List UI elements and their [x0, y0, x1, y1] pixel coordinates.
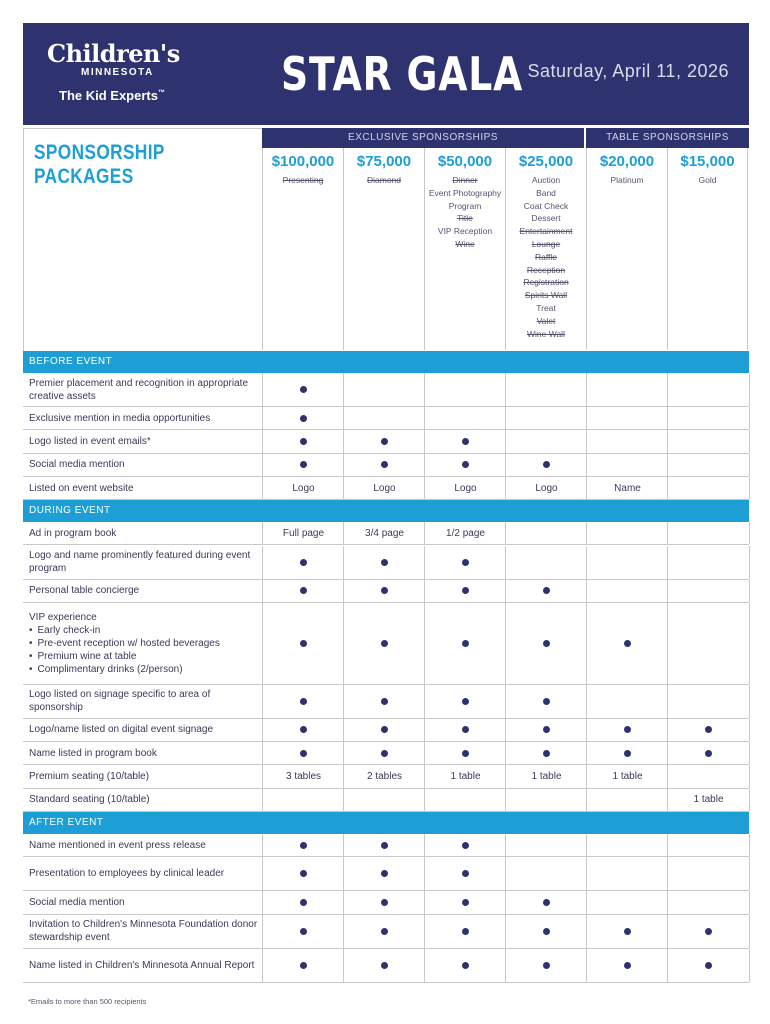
- tier-level-name: Treat: [536, 302, 556, 313]
- benefit-cell: [343, 742, 425, 764]
- benefit-cell: [586, 546, 668, 579]
- benefit-cell: [424, 742, 506, 764]
- benefit-cell: [343, 603, 425, 684]
- included-dot-icon: [705, 726, 712, 733]
- included-dot-icon: [300, 461, 307, 468]
- benefit-cell: [343, 949, 425, 982]
- benefit-cell: [667, 765, 750, 787]
- benefit-label: Premier placement and recognition in appropriate creative assets: [29, 377, 249, 402]
- included-dot-icon: [543, 750, 550, 757]
- benefit-cell: [667, 430, 750, 452]
- benefit-cell: [505, 915, 587, 948]
- tier-level-name: Title: [457, 213, 473, 224]
- included-dot-icon: [624, 640, 631, 647]
- benefit-cell: Logo: [424, 477, 506, 499]
- included-dot-icon: [462, 438, 469, 445]
- benefit-cell: 1 table: [667, 789, 750, 811]
- tier-level-name: Wine Wall: [527, 328, 565, 339]
- benefit-cell: [262, 373, 344, 406]
- tier-level-name: Spirits Wall: [524, 290, 568, 301]
- tier-level-name: Entertainment: [519, 226, 573, 237]
- included-dot-icon: [462, 726, 469, 733]
- table-row: [23, 430, 749, 453]
- benefit-cell: [424, 580, 506, 602]
- benefit-cell: [505, 454, 587, 476]
- included-dot-icon: [543, 899, 550, 906]
- benefit-cell: [667, 685, 750, 718]
- tier-level-name: Program: [448, 200, 482, 211]
- footnote: *Emails to more than 500 recipients: [28, 997, 147, 1006]
- benefit-cell: [262, 789, 344, 811]
- benefit-cell: [505, 789, 587, 811]
- benefit-label: Logo listed in event emails*: [29, 435, 151, 447]
- benefit-label: Social media mention: [29, 896, 125, 908]
- benefit-cell: [505, 603, 587, 684]
- event-date: Saturday, April 11, 2026: [527, 61, 729, 81]
- benefit-cell: 1 table: [424, 765, 506, 787]
- benefit-cell: [586, 915, 668, 948]
- benefit-cell: [343, 891, 425, 913]
- benefit-label: Exclusive mention in media opportunities: [29, 412, 211, 424]
- packages-title: [34, 141, 165, 189]
- benefit-label: [29, 603, 261, 684]
- benefit-cell: [667, 742, 750, 764]
- benefit-cell: Logo: [343, 477, 425, 499]
- brand-name: Children's: [47, 39, 180, 68]
- section-header: DURING EVENT: [23, 500, 749, 522]
- benefit-cell: [667, 373, 750, 406]
- benefit-cell: [667, 891, 750, 913]
- included-dot-icon: [381, 640, 388, 647]
- benefit-label: Premium seating (10/table): [29, 771, 150, 783]
- benefit-cell: [505, 742, 587, 764]
- exclusive-sponsorships-header: EXCLUSIVE SPONSORSHIPS: [262, 128, 584, 148]
- included-dot-icon: [381, 726, 388, 733]
- benefit-cell: [586, 430, 668, 452]
- tier-level-name: Lounge: [531, 238, 561, 249]
- included-dot-icon: [381, 587, 388, 594]
- benefit-label: Invitation to Children's Minnesota Foundation donor stewardship event: [29, 919, 258, 944]
- tier-price: $25,000: [518, 153, 574, 170]
- included-dot-icon: [300, 587, 307, 594]
- benefit-cell: [667, 522, 750, 544]
- table-row: [23, 742, 749, 765]
- included-dot-icon: [543, 726, 550, 733]
- included-dot-icon: [624, 928, 631, 935]
- benefit-cell: [424, 430, 506, 452]
- benefit-cell: [262, 949, 344, 982]
- tier-price: $75,000: [356, 153, 412, 170]
- table-row: [23, 915, 749, 949]
- packages-title-box: [23, 128, 262, 351]
- benefit-label-group: [29, 611, 220, 676]
- included-dot-icon: [705, 750, 712, 757]
- benefit-cell: [343, 546, 425, 579]
- table-row: [23, 477, 749, 500]
- childrens-minnesota-logo: [47, 41, 180, 103]
- included-dot-icon: [462, 870, 469, 877]
- benefit-cell: [586, 891, 668, 913]
- benefit-cell: [262, 685, 344, 718]
- benefit-cell: [667, 719, 750, 741]
- benefit-cell: [586, 603, 668, 684]
- benefit-cell: Name: [586, 477, 668, 499]
- included-dot-icon: [705, 962, 712, 969]
- tier-level-name: Presenting: [282, 175, 324, 185]
- brand-sub: MINNESOTA: [81, 67, 154, 78]
- benefit-cell: [262, 742, 344, 764]
- benefit-cell: [586, 719, 668, 741]
- benefit-cell: [343, 719, 425, 741]
- benefit-cell: [586, 857, 668, 890]
- benefit-cell: [505, 546, 587, 579]
- tier-level-name: Coat Check: [523, 200, 569, 211]
- benefit-label: Name listed in Children's Minnesota Annual Report: [29, 959, 255, 971]
- benefit-label: Personal table concierge: [29, 585, 140, 597]
- benefit-cell: [505, 834, 587, 856]
- benefit-cell: [586, 407, 668, 429]
- benefit-cell: 1/2 page: [424, 522, 506, 544]
- benefit-cell: [667, 949, 750, 982]
- header-banner: [23, 23, 749, 125]
- included-dot-icon: [462, 640, 469, 647]
- benefit-cell: [424, 373, 506, 406]
- benefit-cell: [262, 454, 344, 476]
- benefit-bullets: [29, 624, 220, 676]
- benefit-label: Logo and name prominently featured during event program: [29, 550, 251, 574]
- benefit-label: Standard seating (10/table): [29, 794, 150, 806]
- included-dot-icon: [462, 461, 469, 468]
- tier-level-name: Band: [536, 187, 556, 198]
- benefit-cell: Logo: [505, 477, 587, 499]
- tier-price: $20,000: [599, 153, 655, 170]
- included-dot-icon: [462, 899, 469, 906]
- included-dot-icon: [300, 750, 307, 757]
- included-dot-icon: [462, 559, 469, 566]
- included-dot-icon: [543, 962, 550, 969]
- benefit-cell: [424, 834, 506, 856]
- table-row: [23, 891, 749, 914]
- tier-column-5: [667, 148, 748, 350]
- benefit-cell: [262, 407, 344, 429]
- included-dot-icon: [624, 962, 631, 969]
- table-sponsorships-header: TABLE SPONSORSHIPS: [586, 128, 749, 148]
- benefit-cell: [343, 407, 425, 429]
- table-row: [23, 407, 749, 430]
- event-title: STAR GALA: [281, 47, 524, 101]
- table-row: [23, 765, 749, 788]
- included-dot-icon: [300, 726, 307, 733]
- benefit-cell: [667, 834, 750, 856]
- benefit-cell: [667, 454, 750, 476]
- benefit-cell: [424, 857, 506, 890]
- included-dot-icon: [543, 928, 550, 935]
- benefit-cell: [343, 685, 425, 718]
- benefit-label: Logo listed on signage specific to area of sponsorship: [29, 689, 211, 714]
- benefit-cell: [505, 949, 587, 982]
- included-dot-icon: [300, 640, 307, 647]
- benefit-cell: [262, 603, 344, 684]
- table-row: [23, 949, 749, 983]
- included-dot-icon: [624, 726, 631, 733]
- benefit-label: Name listed in program book: [29, 747, 157, 759]
- benefit-cell: [505, 430, 587, 452]
- included-dot-icon: [300, 870, 307, 877]
- benefit-cell: Full page: [262, 522, 344, 544]
- table-row: [23, 603, 749, 685]
- included-dot-icon: [462, 928, 469, 935]
- benefit-cell: [262, 580, 344, 602]
- tier-column-0: [262, 148, 343, 350]
- benefit-cell: [343, 580, 425, 602]
- tier-level-name: Wine: [455, 238, 475, 249]
- benefit-cell: 1 table: [505, 765, 587, 787]
- benefit-cell: [424, 546, 506, 579]
- tier-column-4: [586, 148, 667, 350]
- benefit-bullet: • Premium wine at table: [29, 650, 220, 663]
- tier-level-name: Gold: [698, 175, 717, 185]
- included-dot-icon: [300, 415, 307, 422]
- benefit-cell: [343, 373, 425, 406]
- included-dot-icon: [381, 962, 388, 969]
- benefit-cell: [667, 580, 750, 602]
- included-dot-icon: [462, 698, 469, 705]
- tier-price: $15,000: [680, 153, 735, 170]
- benefit-cell: [262, 719, 344, 741]
- benefit-cell: [667, 477, 750, 499]
- table-row: [23, 719, 749, 742]
- included-dot-icon: [462, 587, 469, 594]
- benefit-cell: 2 tables: [343, 765, 425, 787]
- packages-title-line1: SPONSORSHIP: [34, 141, 165, 164]
- included-dot-icon: [300, 928, 307, 935]
- benefit-cell: [667, 546, 750, 579]
- benefit-cell: [262, 915, 344, 948]
- benefit-cell: [505, 685, 587, 718]
- tier-level-name: Valet: [536, 315, 556, 326]
- included-dot-icon: [381, 899, 388, 906]
- tier-level-name: Auction: [531, 175, 561, 185]
- benefit-cell: 3 tables: [262, 765, 344, 787]
- benefit-cell: [424, 685, 506, 718]
- included-dot-icon: [624, 750, 631, 757]
- included-dot-icon: [300, 698, 307, 705]
- tier-column-2: [424, 148, 505, 350]
- benefit-cell: [343, 857, 425, 890]
- table-row: [23, 546, 749, 580]
- benefit-cell: [262, 546, 344, 579]
- included-dot-icon: [300, 842, 307, 849]
- benefit-label: Listed on event website: [29, 482, 134, 494]
- table-row: [23, 834, 749, 857]
- tier-level-name: Event Photography: [428, 187, 502, 198]
- included-dot-icon: [381, 438, 388, 445]
- benefit-cell: [586, 454, 668, 476]
- benefit-cell: [667, 857, 750, 890]
- benefit-label: Logo/name listed on digital event signage: [29, 724, 214, 736]
- table-row: [23, 857, 749, 891]
- benefit-cell: [667, 915, 750, 948]
- included-dot-icon: [543, 587, 550, 594]
- included-dot-icon: [543, 698, 550, 705]
- included-dot-icon: [543, 461, 550, 468]
- benefit-cell: [586, 834, 668, 856]
- tier-level-name: Dessert: [531, 213, 561, 224]
- trademark-mark: ™: [157, 89, 165, 97]
- benefit-label: Ad in program book: [29, 527, 117, 539]
- included-dot-icon: [381, 870, 388, 877]
- tier-level-name: Reception: [526, 264, 566, 275]
- included-dot-icon: [381, 698, 388, 705]
- table-row: [23, 789, 749, 812]
- included-dot-icon: [381, 842, 388, 849]
- benefit-cell: [343, 430, 425, 452]
- included-dot-icon: [462, 750, 469, 757]
- benefit-cell: [424, 407, 506, 429]
- benefit-cell: [262, 430, 344, 452]
- included-dot-icon: [381, 928, 388, 935]
- tier-column-3: [505, 148, 586, 350]
- included-dot-icon: [543, 640, 550, 647]
- tier-level-name: Platinum: [610, 175, 644, 185]
- benefit-cell: [424, 915, 506, 948]
- tier-price: $50,000: [437, 153, 493, 170]
- benefit-cell: [343, 789, 425, 811]
- benefit-cell: [505, 857, 587, 890]
- benefit-cell: [586, 522, 668, 544]
- benefit-cell: [505, 407, 587, 429]
- included-dot-icon: [381, 461, 388, 468]
- benefit-cell: [424, 603, 506, 684]
- included-dot-icon: [705, 928, 712, 935]
- included-dot-icon: [381, 750, 388, 757]
- benefit-cell: [586, 580, 668, 602]
- table-row: [23, 685, 749, 719]
- benefit-cell: [505, 891, 587, 913]
- benefit-cell: [343, 454, 425, 476]
- benefit-cell: [424, 789, 506, 811]
- benefit-cell: [424, 454, 506, 476]
- table-row: [23, 522, 749, 545]
- benefit-cell: [586, 685, 668, 718]
- benefit-cell: [667, 407, 750, 429]
- included-dot-icon: [300, 559, 307, 566]
- included-dot-icon: [300, 962, 307, 969]
- section-header: AFTER EVENT: [23, 812, 749, 834]
- benefit-cell: [424, 719, 506, 741]
- included-dot-icon: [381, 559, 388, 566]
- benefit-cell: 1 table: [586, 765, 668, 787]
- benefit-cell: [424, 891, 506, 913]
- tier-level-name: Registration: [523, 277, 569, 288]
- benefit-cell: [343, 834, 425, 856]
- included-dot-icon: [300, 899, 307, 906]
- benefit-cell: [262, 891, 344, 913]
- section-header: BEFORE EVENT: [23, 351, 749, 373]
- benefit-cell: [424, 949, 506, 982]
- benefit-cell: [505, 522, 587, 544]
- benefit-label: Social media mention: [29, 459, 125, 471]
- table-row: [23, 373, 749, 407]
- tier-level-name: Dinner: [452, 175, 478, 185]
- tier-level-name: Raffle: [534, 251, 558, 262]
- benefit-cell: [262, 857, 344, 890]
- benefit-cell: [505, 580, 587, 602]
- tier-level-name: Diamond: [366, 175, 402, 185]
- benefit-cell: Logo: [262, 477, 344, 499]
- benefit-cell: [586, 949, 668, 982]
- benefit-cell: [586, 373, 668, 406]
- tier-column-1: [343, 148, 424, 350]
- benefit-cell: 3/4 page: [343, 522, 425, 544]
- included-dot-icon: [300, 438, 307, 445]
- table-row: [23, 580, 749, 603]
- benefit-cell: [505, 373, 587, 406]
- tier-level-name: VIP Reception: [437, 226, 493, 237]
- benefit-cell: [262, 834, 344, 856]
- benefit-cell: [343, 915, 425, 948]
- benefit-bullet: • Complimentary drinks (2/person): [29, 663, 220, 676]
- brand-tagline-text: The Kid Experts: [59, 88, 158, 103]
- benefit-bullet: • Early check-in: [29, 624, 220, 637]
- benefit-cell: [586, 742, 668, 764]
- benefit-label-text: VIP experience: [29, 611, 97, 623]
- benefit-cell: [667, 603, 750, 684]
- included-dot-icon: [462, 962, 469, 969]
- tier-price: $100,000: [271, 153, 335, 170]
- packages-title-line2: PACKAGES: [34, 165, 134, 188]
- benefit-cell: [586, 789, 668, 811]
- included-dot-icon: [462, 842, 469, 849]
- benefit-label: Presentation to employees by clinical leader: [29, 868, 225, 880]
- brand-tagline: [59, 88, 180, 103]
- benefit-label: Name mentioned in event press release: [29, 839, 206, 851]
- included-dot-icon: [300, 386, 307, 393]
- table-row: [23, 454, 749, 477]
- benefit-cell: [505, 719, 587, 741]
- benefit-bullet: • Pre-event reception w/ hosted beverages: [29, 637, 220, 650]
